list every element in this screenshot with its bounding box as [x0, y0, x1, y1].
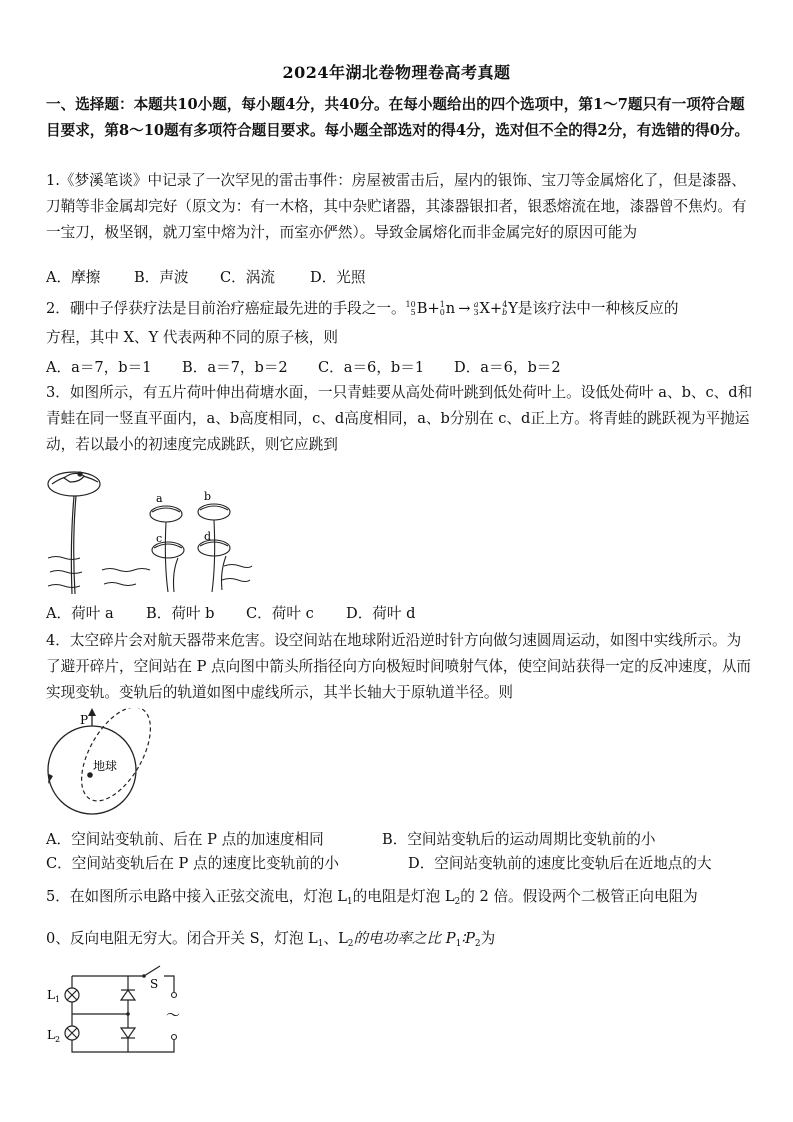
q1-option-b[interactable]: B．声波	[134, 269, 189, 286]
switch-s[interactable]	[144, 966, 160, 976]
q5-text-1a: 5．在如图所示电路中接入正弦交流电，灯泡 L	[46, 888, 347, 905]
leaf-label-d: d	[204, 530, 212, 543]
question-4-options-row-2	[46, 854, 712, 874]
x-symbol: X	[479, 300, 490, 317]
q4-option-a[interactable]: A．空间站变轨前、后在 P 点的加速度相同	[46, 831, 324, 848]
b-mass-number: 10	[405, 300, 416, 309]
switch-label: S	[150, 977, 159, 991]
q1-option-c[interactable]: C．涡流	[220, 269, 275, 286]
q5-text-2d: ∶P	[461, 930, 475, 947]
q2-text-before: 2．硼中子俘获疗法是目前治疗癌症最先进的手段之一。	[46, 300, 406, 317]
diode-lower-icon	[121, 1028, 135, 1038]
n-atomic-number: 0	[439, 308, 445, 317]
original-orbit	[48, 726, 136, 814]
earth-label: 地球	[93, 759, 118, 773]
lotus-leaf-figure	[44, 462, 254, 602]
b-atomic-number: 5	[410, 308, 416, 317]
q5-sub-3: 1	[317, 939, 324, 949]
leaf-label-b: b	[204, 490, 212, 503]
question-5-line-2	[46, 926, 754, 957]
orbit-figure	[40, 708, 160, 820]
q2-option-a[interactable]: A．a＝7，b＝1	[46, 359, 152, 376]
q5-text-2c: 的电功率之比 P	[353, 930, 456, 947]
q5-text-2b: 、L	[323, 930, 348, 947]
low-leaves	[150, 504, 230, 592]
q5-text-1c: 的 2 倍。假设两个二极管正向电阻为	[460, 888, 698, 905]
x-mass-number: a	[473, 300, 479, 309]
circuit-figure	[44, 962, 204, 1062]
q2-option-b[interactable]: B．a＝7，b＝2	[182, 359, 288, 376]
neutron-symbol: n	[445, 300, 456, 317]
arrow-icon: →	[458, 300, 471, 317]
plus-sign-2: +	[489, 300, 503, 317]
y-atomic-number: b	[502, 308, 508, 317]
q5-sub-1: 1	[346, 897, 353, 907]
plus-sign: +	[427, 300, 440, 317]
question-4-text: 4．太空碎片会对航天器带来危害。设空间站在地球附近沿逆时针方向做匀速圆周运动，如图中实线所示。为了避开碎片，空间站在 P 点向图中箭头所指径向方向极短时间喷射气体，使空间站获得一定的反冲速度，从而实现变轨。变轨后的轨道如图中虚线所示，其半长轴大于原轨道半径。则	[46, 632, 752, 701]
high-leaf-with-frog	[48, 472, 100, 594]
q4-option-c[interactable]: C．空间站变轨后在 P 点的速度比变轨前的小	[46, 855, 339, 872]
q5-sub-4: 2	[347, 939, 354, 949]
q1-option-a[interactable]: A．摩擦	[46, 269, 101, 286]
q2-text-after: 是该疗法中一种核反应的	[517, 300, 679, 317]
q1-option-d[interactable]: D．光照	[310, 269, 366, 286]
point-p-label: P	[80, 713, 89, 727]
q3-option-b[interactable]: B．荷叶 b	[146, 605, 215, 622]
q5-sub-2: 2	[454, 897, 461, 907]
question-2-line-2: 方程，其中 X、Y 代表两种不同的原子核，则	[46, 329, 338, 346]
question-1-options	[46, 268, 365, 288]
x-atomic-number: 3	[473, 308, 479, 317]
q3-option-d[interactable]: D．荷叶 d	[346, 605, 416, 622]
question-2-options	[46, 358, 561, 378]
q5-sub-6: 2	[474, 939, 481, 949]
question-2-line-1	[46, 296, 754, 322]
ac-source-icon: ～	[166, 1008, 180, 1024]
lamp-l1-sub: 1	[55, 995, 61, 1004]
question-3-text: 3．如图所示，有五片荷叶伸出荷塘水面，一只青蛙要从高处荷叶跳到低处荷叶上。设低处荷叶 a、b、c、d和青蛙在同一竖直平面内，a、b高度相同，c、d高度相同，a、b分别在 c、d正上方。将青蛙的跳跃视为平抛运动，若以最小的初速度完成跳跃，则它应跳到	[46, 384, 753, 453]
boron-symbol: B	[416, 300, 428, 317]
y-mass-number: 4	[502, 300, 508, 309]
q5-text-2a: 0、反向电阻无穷大。闭合开关 S，灯泡 L	[46, 930, 318, 947]
q4-option-b[interactable]: B．空间站变轨后的运动周期比变轨前的小	[382, 831, 656, 848]
lamp-l2-sub: 2	[55, 1035, 61, 1044]
q4-option-d[interactable]: D．空间站变轨前的速度比变轨后在近地点的大	[408, 855, 712, 872]
y-symbol: Y	[508, 300, 518, 317]
q5-text-2e: 为	[480, 930, 496, 947]
leaf-label-a: a	[156, 492, 163, 505]
earth-center-icon	[87, 772, 93, 778]
question-4-options-row-1	[46, 830, 655, 850]
leaf-label-c: c	[156, 532, 163, 545]
q5-sub-5: 1	[455, 939, 462, 949]
question-5-line-1	[46, 884, 754, 915]
question-3-options	[46, 604, 415, 624]
q2-option-d[interactable]: D．a＝6，b＝2	[454, 359, 561, 376]
nuclear-equation	[406, 300, 518, 317]
n-mass-number: 1	[439, 300, 445, 309]
lamp-l2-label: L	[47, 1028, 55, 1042]
q3-option-a[interactable]: A．荷叶 a	[46, 605, 114, 622]
q5-text-1b: 的电阻是灯泡 L	[352, 888, 455, 905]
page-title: 2024年湖北卷物理卷高考真题	[282, 63, 511, 82]
section-instructions: 一、选择题：本题共10小题，每小题4分，共40分。在每小题给出的四个选项中，第1～7题只有一项符合题目要求，第8～10题有多项符合题目要求。每小题全部选对的得4分，选对但不全的得2分，有选错的得0分。	[46, 96, 750, 139]
q2-option-c[interactable]: C．a＝6，b＝1	[318, 359, 425, 376]
diode-upper-icon	[121, 990, 135, 1000]
q3-option-c[interactable]: C．荷叶 c	[246, 605, 314, 622]
lamp-l1-label: L	[47, 988, 55, 1002]
question-1-text: 1.《梦溪笔谈》中记录了一次罕见的雷击事件：房屋被雷击后，屋内的银饰、宝刀等金属熔化了，但是漆器、刀鞘等非金属却完好（原文为：有一木格，其中杂贮诸器，其漆器银扣者，银悉熔流在地，漆器曾不焦灼。有一宝刀，极坚钢，就刀室中熔为汁，而室亦俨然）。导致金属熔化而非金属完好的原因可能为	[46, 172, 747, 241]
